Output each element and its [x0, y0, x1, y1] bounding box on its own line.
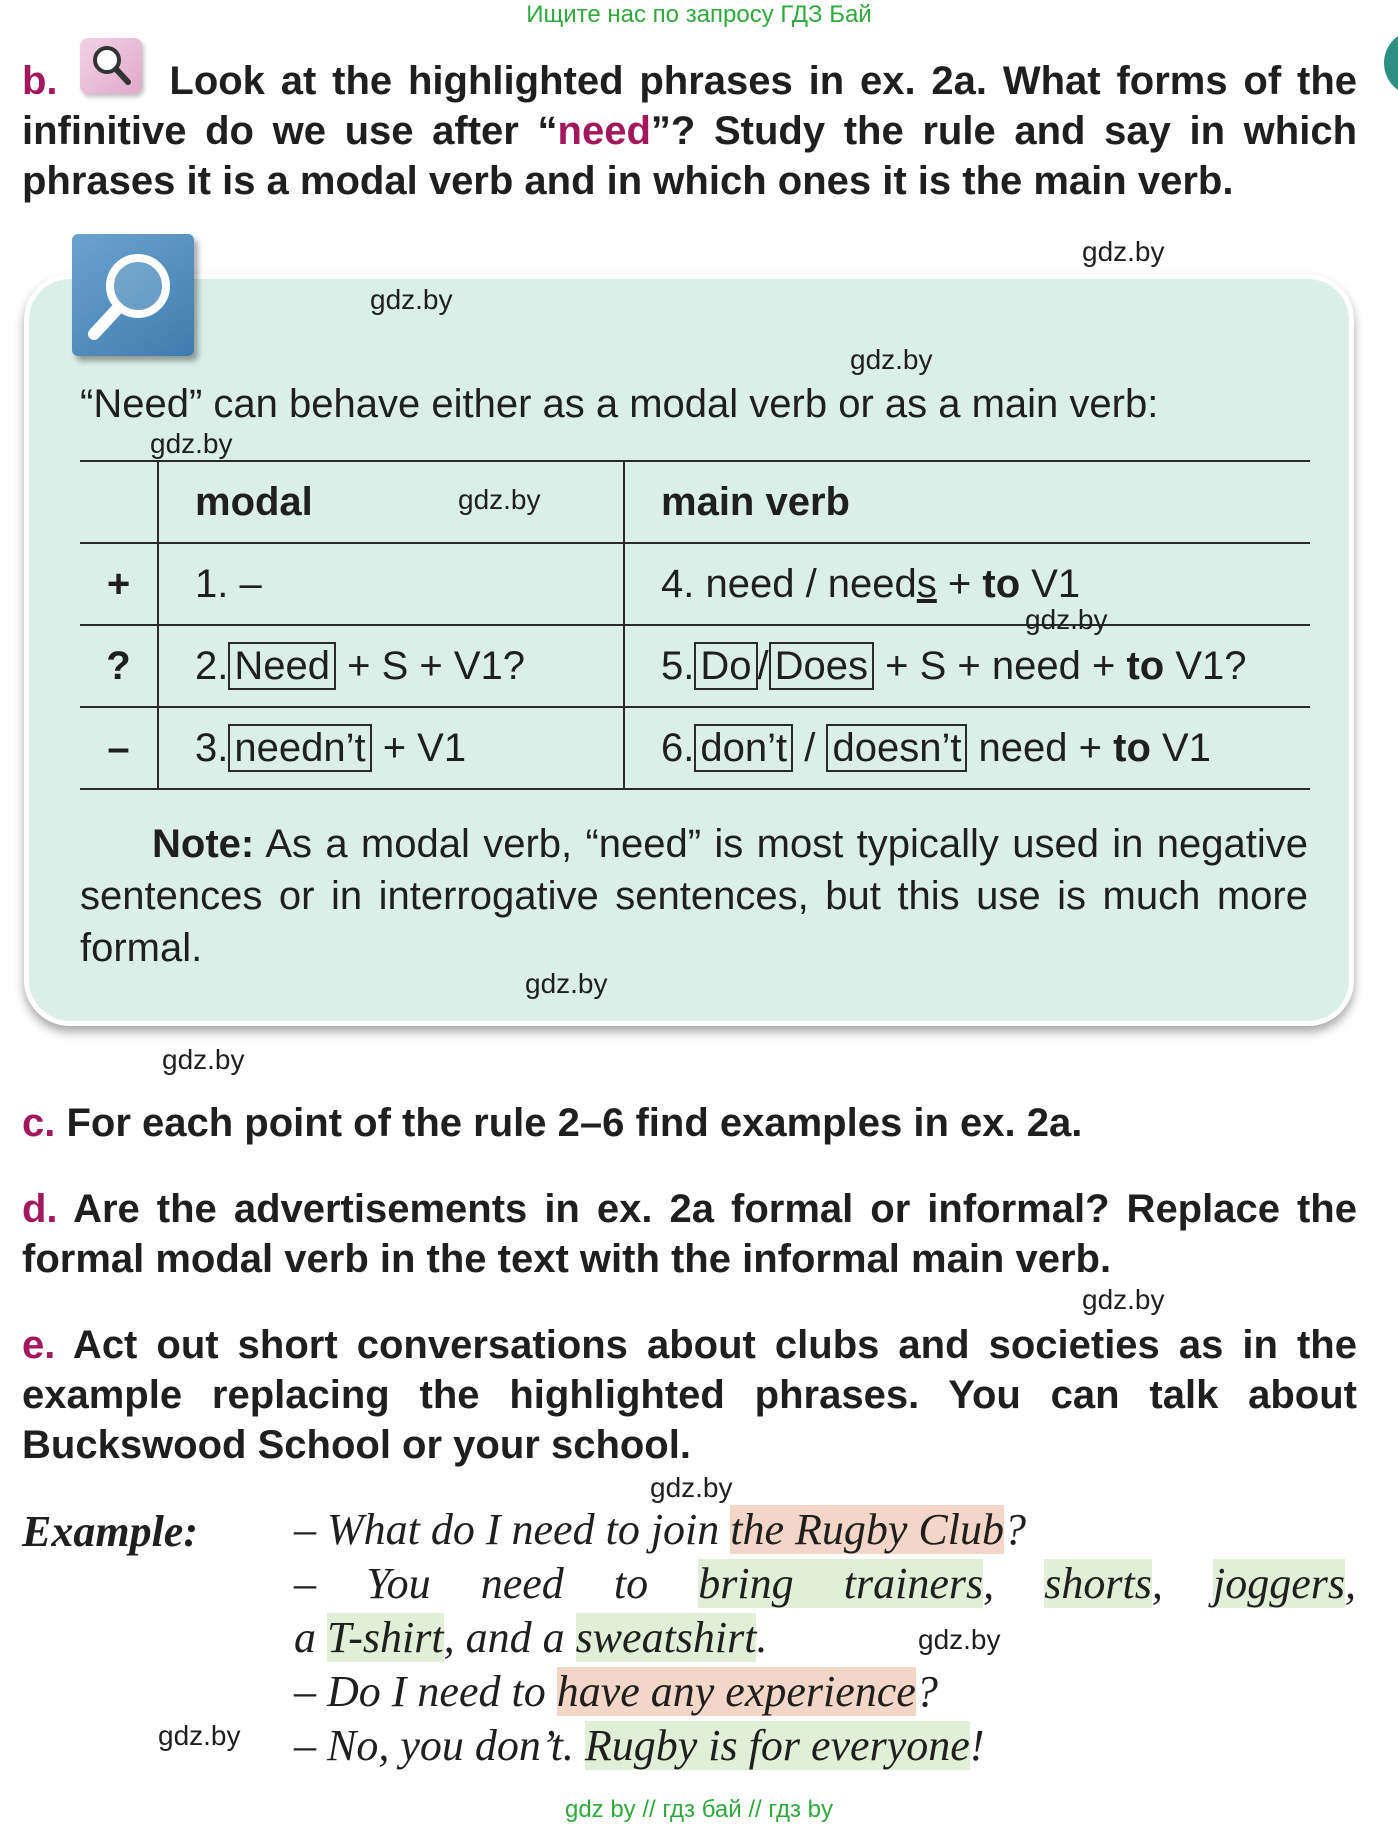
highlight-phrase: shorts: [1044, 1559, 1152, 1608]
rule-note: [80, 818, 1308, 974]
search-icon: [72, 234, 194, 356]
table-row: [80, 707, 1310, 789]
example-text: .: [756, 1613, 768, 1662]
main-verb-cell: [624, 543, 1310, 625]
boxed-word: Do: [694, 642, 757, 690]
rule-intro: “Need” can behave either as a modal verb or as a main verb:: [80, 382, 1159, 426]
example-label: Example:: [22, 1507, 198, 1556]
boxed-word: Need: [228, 642, 336, 690]
top-banner[interactable]: Ищите нас по запросу ГДЗ Бай: [526, 1, 872, 28]
watermark: gdz.by: [1082, 236, 1165, 267]
table-row: [80, 625, 1310, 707]
cell-text: + S + need +: [874, 643, 1127, 688]
highlight-phrase: T-shirt: [327, 1613, 444, 1662]
section-d: [22, 1184, 1357, 1284]
header-main-verb: main verb: [624, 461, 1310, 543]
cell-text: V1: [1020, 561, 1081, 606]
section-b-text-1: Look at the highlighted phrases in ex. 2a. What forms of the infinitive do we use after “: [22, 59, 1357, 153]
cell-text: need +: [967, 725, 1114, 770]
cell-text: 5.: [661, 643, 695, 688]
cell-text: 4. need / need: [661, 561, 917, 606]
cell-text: + V1: [371, 725, 467, 770]
example-text: – What do I need to join: [294, 1505, 731, 1554]
example-text: ?: [1004, 1505, 1026, 1554]
footer-links[interactable]: gdz by // гдз бай // гдз by: [564, 1796, 834, 1823]
highlight-phrase: Rugby is for everyone: [584, 1721, 970, 1770]
section-e-text: Act out short conversations about clubs and societies as in the example replacing the highlighted phrases. You can talk about Buckswood School or your school.: [22, 1323, 1357, 1467]
cell-text: /: [793, 725, 827, 770]
to-particle: to: [982, 561, 1021, 606]
watermark: gdz.by: [370, 284, 453, 315]
example-line-1: [294, 1503, 1356, 1557]
section-e: [22, 1320, 1357, 1470]
example-line-4: [294, 1665, 1356, 1719]
page-edge-tab: [1384, 30, 1398, 96]
watermark: gdz.by: [162, 1044, 245, 1075]
row-sign-positive: +: [80, 543, 158, 625]
watermark: gdz.by: [158, 1720, 241, 1751]
section-b-letter: b.: [22, 59, 58, 103]
table-header-row: [80, 461, 1310, 543]
section-b: [22, 56, 1357, 206]
section-e-letter: e.: [22, 1323, 56, 1367]
section-c-text: For each point of the rule 2–6 find examples in ex. 2a.: [55, 1101, 1083, 1145]
boxed-word: don’t: [694, 724, 793, 772]
section-b-keyword: need: [557, 109, 651, 153]
example-text: – No, you don’t.: [294, 1721, 585, 1770]
example-text: a: [294, 1613, 327, 1662]
example-line-2: [294, 1557, 1356, 1611]
section-c: [22, 1098, 1357, 1148]
cell-text: 6.: [661, 725, 695, 770]
example-text: , and a: [443, 1613, 576, 1662]
cell-text: V1: [1150, 725, 1211, 770]
header-modal: modal: [158, 461, 624, 543]
cell-text: 3.: [195, 725, 229, 770]
underlined-ending: s: [916, 561, 937, 606]
highlight-phrase: have any experience: [556, 1667, 916, 1716]
main-verb-cell: [624, 625, 1310, 707]
watermark: gdz.by: [525, 968, 608, 999]
boxed-word: needn’t: [228, 724, 371, 772]
section-c-letter: c.: [22, 1101, 56, 1145]
to-particle: to: [1126, 643, 1165, 688]
watermark: gdz.by: [1082, 1284, 1165, 1315]
to-particle: to: [1113, 725, 1151, 770]
example-text: !: [969, 1721, 985, 1770]
example-text: ,: [983, 1559, 1045, 1608]
highlight-phrase: the Rugby Club: [730, 1505, 1004, 1554]
cell-text: +: [936, 561, 983, 606]
section-b-text-2: ”? Study the rule and say in which phrases it is a modal verb and in which ones it is the main verb.: [22, 109, 1358, 203]
watermark: gdz.by: [1025, 604, 1108, 635]
table-row: [80, 543, 1310, 625]
table-corner: [80, 461, 158, 543]
section-d-text: Are the advertisements in ex. 2a formal or informal? Replace the formal modal verb in the text with the informal main verb.: [22, 1187, 1357, 1281]
watermark: gdz.by: [918, 1624, 1001, 1655]
example-text: ,: [1151, 1559, 1213, 1608]
highlight-phrase: sweatshirt: [575, 1613, 757, 1662]
example-line-5: [294, 1719, 1356, 1773]
boxed-word: doesn’t: [826, 724, 967, 772]
need-rule-table: [80, 460, 1310, 790]
highlight-phrase: bring trainers: [698, 1559, 984, 1608]
modal-cell: [158, 625, 624, 707]
watermark: gdz.by: [150, 428, 233, 459]
watermark: gdz.by: [650, 1472, 733, 1503]
row-sign-question: ?: [80, 625, 158, 707]
cell-text: 2.: [195, 643, 229, 688]
note-label: Note:: [152, 822, 255, 866]
cell-text: /: [757, 643, 769, 688]
main-verb-cell: [624, 707, 1310, 789]
example-line-3: [294, 1611, 1356, 1665]
row-sign-negative: –: [80, 707, 158, 789]
example-text: ,: [1345, 1559, 1356, 1608]
cell-text: + S + V1?: [335, 643, 526, 688]
modal-cell: [158, 707, 624, 789]
section-d-letter: d.: [22, 1187, 58, 1231]
example-text: – Do I need to: [294, 1667, 557, 1716]
note-text: As a modal verb, “need” is most typically used in negative sentences or in interrogative sentences, but this use is much more formal.: [80, 822, 1308, 970]
modal-cell: 1. –: [158, 543, 624, 625]
watermark: gdz.by: [458, 484, 541, 515]
example-text: – You need to: [294, 1559, 699, 1608]
cell-text: V1?: [1164, 643, 1247, 688]
boxed-word: Does: [769, 642, 874, 690]
watermark: gdz.by: [850, 344, 933, 375]
highlight-phrase: joggers: [1213, 1559, 1345, 1608]
example-text: ?: [915, 1667, 938, 1716]
